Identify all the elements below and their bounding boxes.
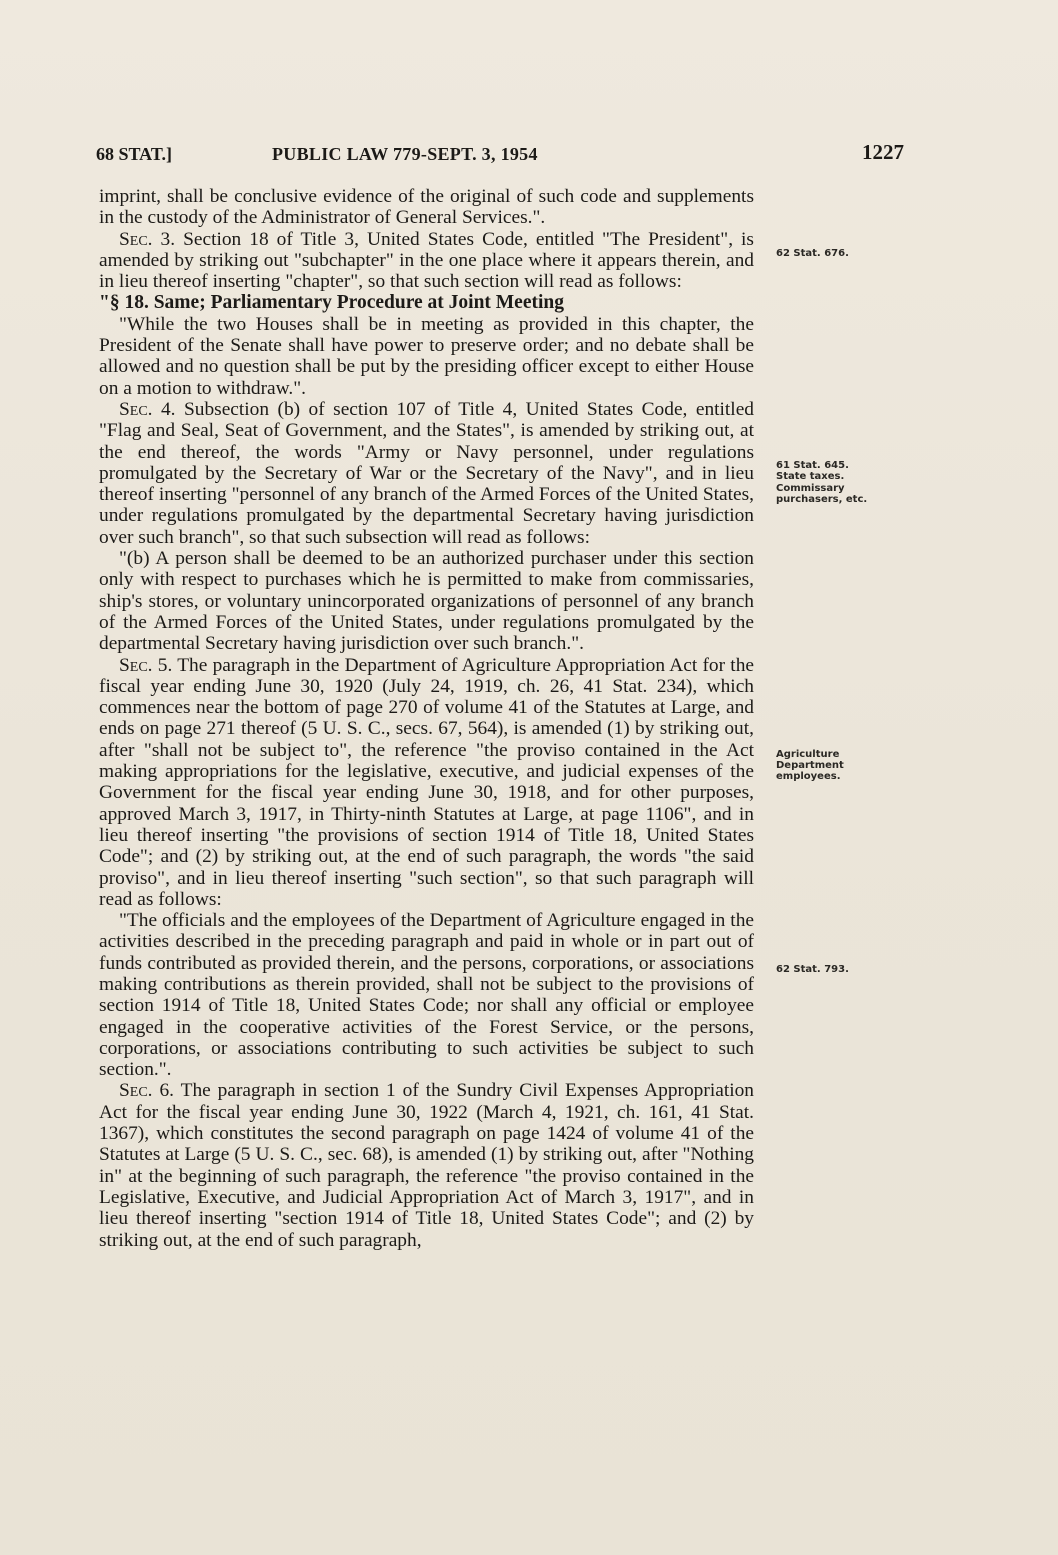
- paragraph-sec-3-text: Section 18 of Title 3, United States Code, entitled "The President", is amended by striking out "subchapter" in the one place where it appears therein, and in lieu thereof inserting "chapter", so that such section will read as follows:: [99, 228, 754, 293]
- paragraph-agriculture-officials: "The officials and the employees of the Department of Agriculture engaged in the activities described in the preceding paragraph and paid in whole or in part out of funds contributed as provided therein, and the persons, corporations, or associations making contributions as therein provided, shall not be subject to the provisions of section 1914 of Title 18, United States Code; nor shall any official or employee engaged in the cooperative activities of the Forest Service, or the persons, corporations, or associations contributing to such activities be subject to such section.".: [99, 910, 754, 1081]
- paragraph-sec-6-text: The paragraph in section 1 of the Sundry Civil Expenses Appropriation Act for the fiscal year ending June 30, 1922 (March 4, 1921, ch. 161, 41 Stat. 1367), which constitutes the second paragraph on page 1424 of volume 41 of the Statutes at Large (5 U. S. C., sec. 68), is amended (1) by striking out, after "Nothing in" at the beginning of such paragraph, the reference "the proviso contained in the Legislative, Executive, and Judicial Appropriation Act of March 3, 1917", and in lieu thereof inserting "section 1914 of Title 18, United States Code"; and (2) by striking out, at the end of such paragraph,: [99, 1080, 754, 1251]
- section-label-3: Sec. 3.: [119, 228, 176, 250]
- paragraph-sec-6: [99, 1080, 754, 1250]
- paragraph-subsection-b: "(b) A person shall be deemed to be an authorized purchaser under this section only with respect to purchases which he is permitted to make from commissaries, ship's stores, or voluntary unincorporated organizations of personnel of any branch of the Armed Forces of the United States, under regulations promulgated by the departmental Secretary having jurisdiction over such branch.".: [99, 548, 754, 655]
- margin-note-agriculture: Agriculture Department employees.: [776, 749, 844, 782]
- paragraph-sec-3: [99, 229, 754, 293]
- margin-note-62-stat-793: 62 Stat. 793.: [776, 964, 849, 975]
- section-label-5: Sec. 5.: [119, 654, 173, 676]
- margin-note-62-stat-676: 62 Stat. 676.: [776, 248, 849, 259]
- section-heading-18: "§ 18. Same; Parliamentary Procedure at Joint Meeting: [99, 292, 565, 314]
- header-title: PUBLIC LAW 779-SEPT. 3, 1954: [272, 144, 538, 164]
- margin-note-61-stat-645: 61 Stat. 645.: [776, 460, 849, 471]
- section-label-6: Sec. 6.: [119, 1080, 174, 1102]
- paragraph-sec-5: [99, 655, 754, 911]
- paragraph-sec-4-text: Subsection (b) of section 107 of Title 4, United States Code, entitled "Flag and Seal, Seat of Government, and the States", is amended by striking out, at the end thereof, the words "Army or Navy personnel, under regulations promulgated by the Secretary of War or the Secretary of the Navy", and in lieu thereof inserting "personnel of any branch of the Armed Forces of the United States, under regulations promulgated by the departmental Secretary having jurisdiction over such branch", so that such subsection will read as follows:: [99, 398, 754, 548]
- document-body: [99, 186, 754, 1251]
- paragraph-sec-4: [99, 399, 754, 548]
- paragraph-section-18-text: "While the two Houses shall be in meeting as provided in this chapter, the President of the Senate shall have power to preserve order; and no debate shall be allowed and no question shall be put by the presiding officer except to either House on a motion to withdraw.".: [99, 313, 754, 399]
- section-label-4: Sec. 4.: [119, 398, 176, 420]
- page-number: 1227: [862, 140, 904, 164]
- page-header: [96, 140, 904, 170]
- header-stat-reference: 68 STAT.]: [96, 144, 173, 164]
- margin-note-commissary: Commissary purchasers, etc.: [776, 483, 868, 505]
- paragraph-continuation: imprint, shall be conclusive evidence of the original of such code and supplements in the custody of the Administrator of General Services.".: [99, 186, 754, 229]
- margin-note-state-taxes: State taxes.: [776, 471, 845, 482]
- paragraph-sec-5-text: The paragraph in the Department of Agriculture Appropriation Act for the fiscal year ending June 30, 1920 (July 24, 1919, ch. 26, 41 Stat. 234), which commences near the bottom of page 270 of volume 41 of the Statutes at Large, and ends on page 271 thereof (5 U. S. C., secs. 67, 564), is amended (1) by striking out, after "shall not be subject to", the reference "the proviso contained in the Act making appropriations for the legislative, executive, and judicial expenses of the Government for the fiscal year ending June 30, 1918, and for other purposes, approved March 3, 1917, in Thirty-ninth Statutes at Large, at page 1106", and in lieu thereof inserting "the provisions of section 1914 of Title 18, United States Code"; and (2) by striking out, at the end of such paragraph, the words "the said proviso", and in lieu thereof inserting "such section", so that such paragraph will read as follows:: [99, 654, 754, 910]
